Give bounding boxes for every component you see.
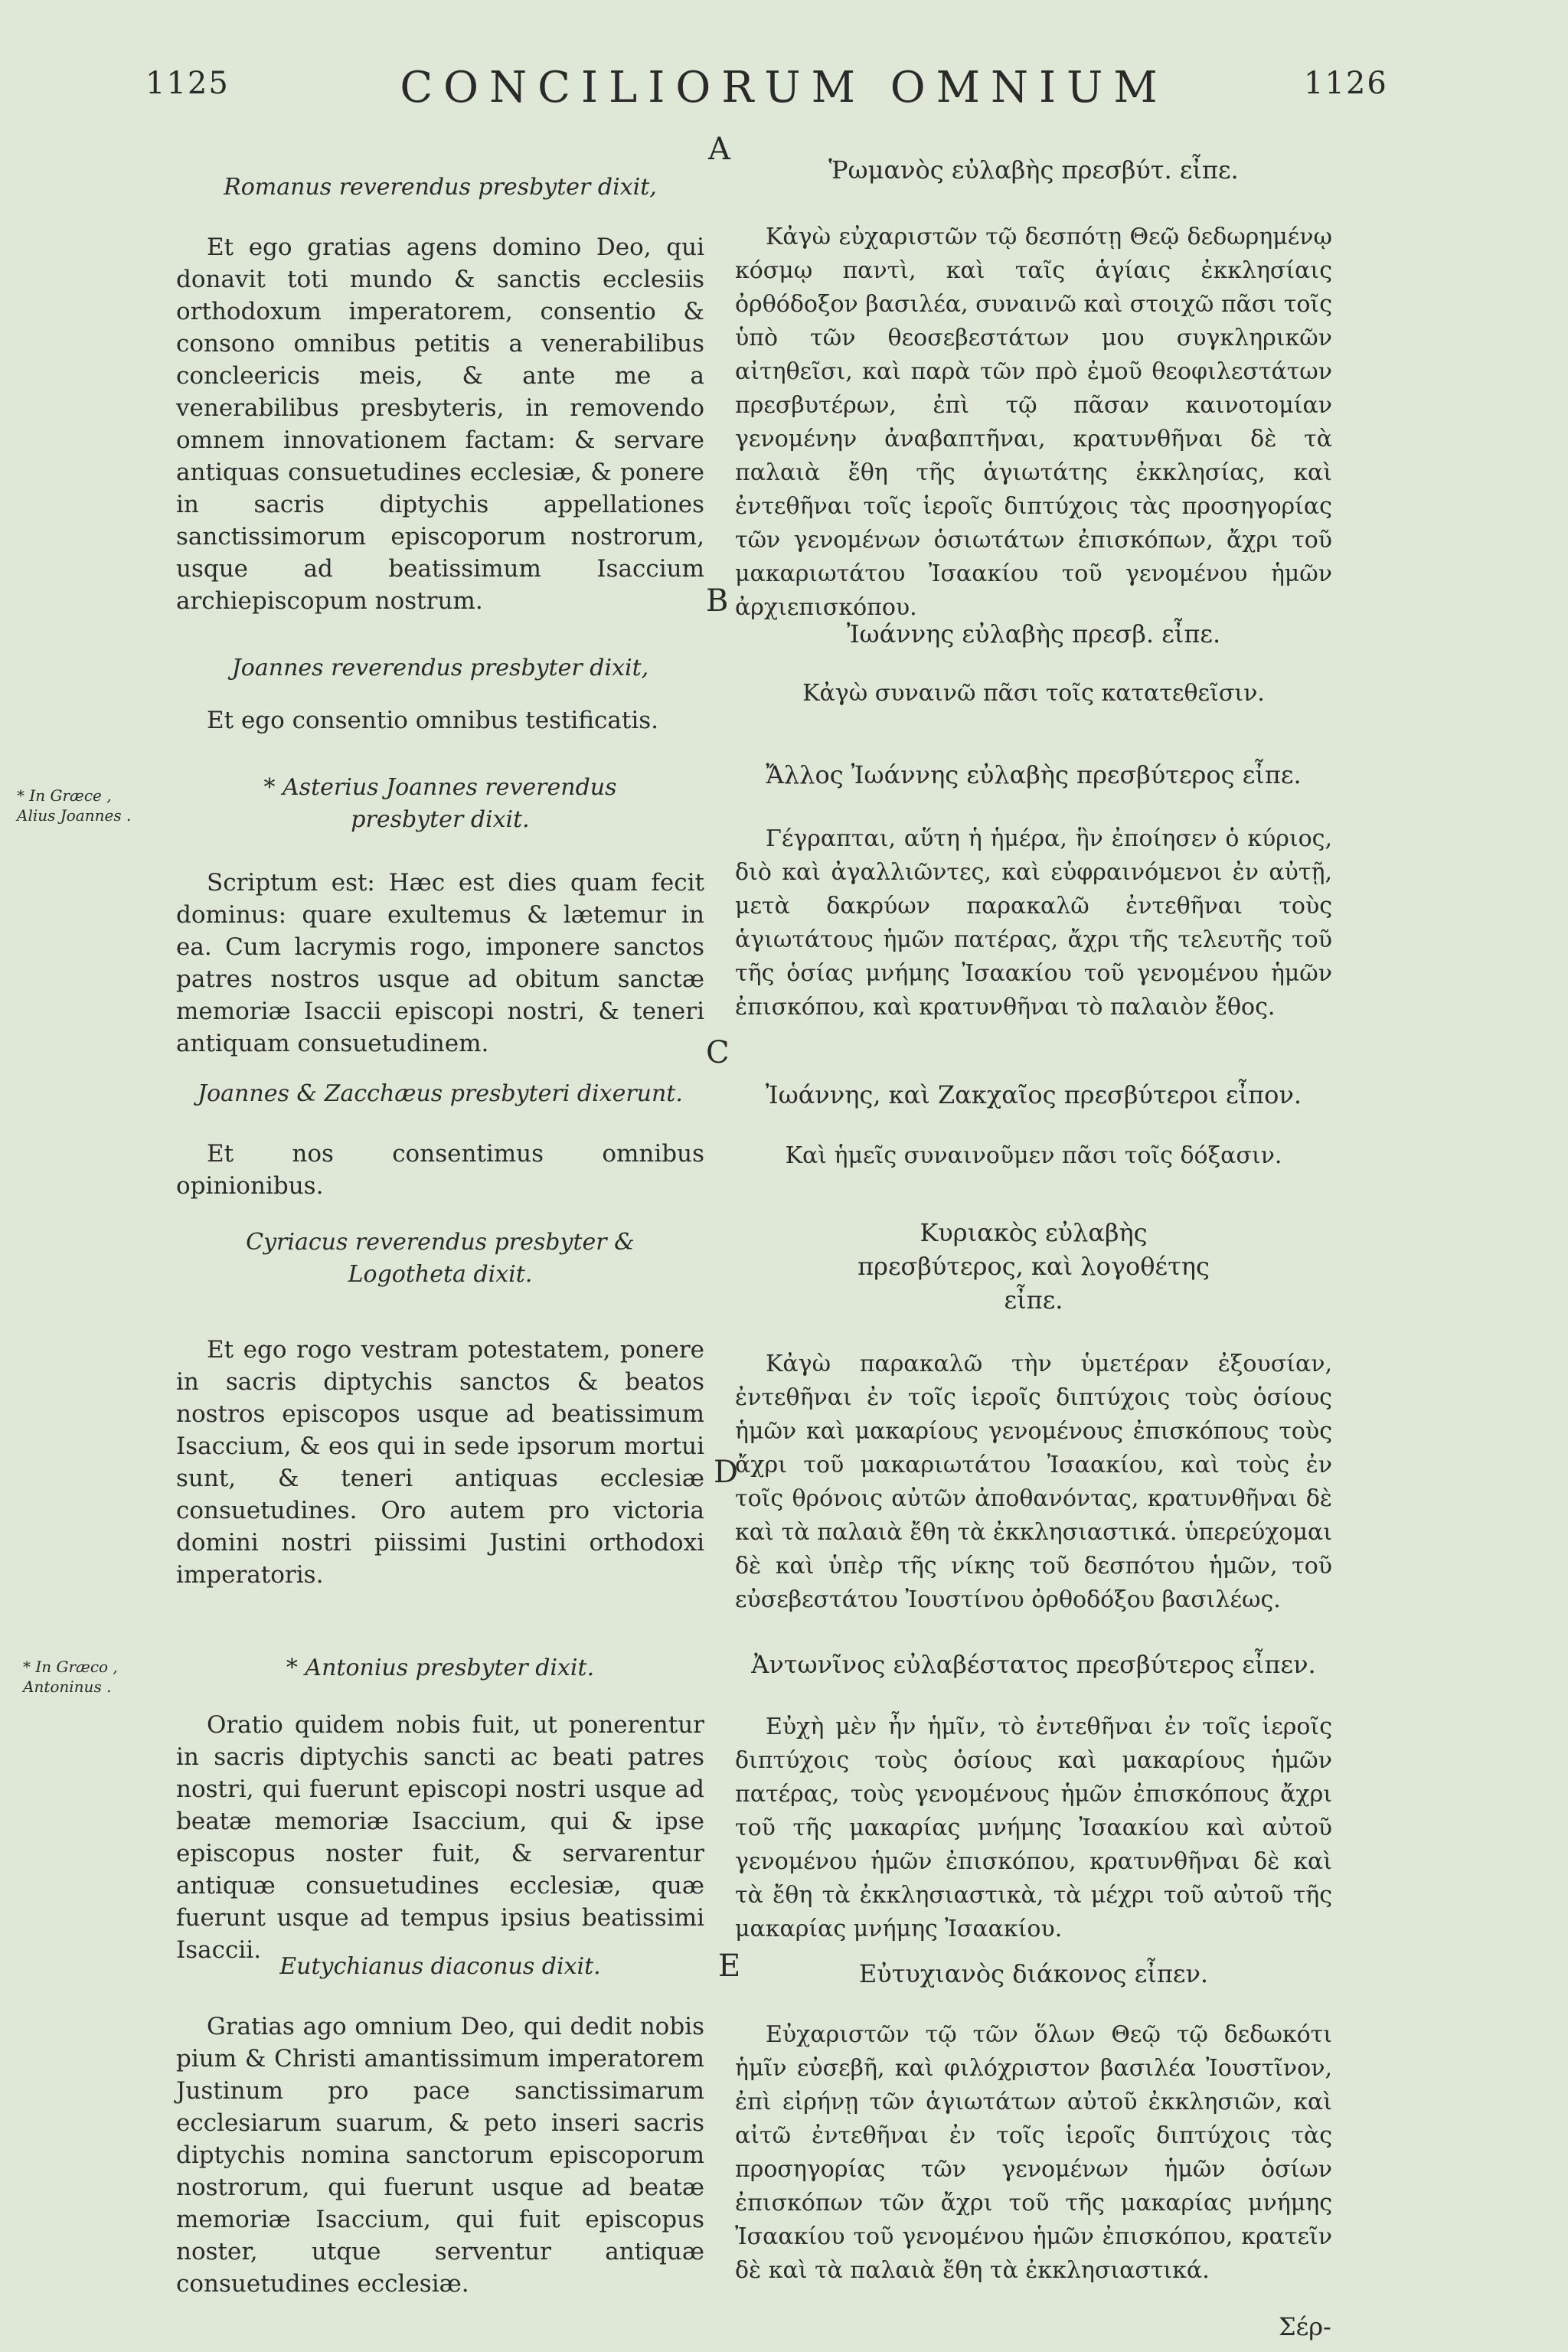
- speaker-heading: Ἀντωνῖνος εὐλαβέστατος πρεσβύτερος εἶπεν.: [751, 1650, 1316, 1679]
- speaker-heading: * Antonius presbyter dixit.: [286, 1655, 595, 1681]
- speech-text: Κἀγὼ παρακαλῶ τὴν ὑμετέραν ἐξουσίαν, ἐντεθῆναι ἐν τοῖς ἱεροῖς διπτύχοις τοὺς ὁσίους ἡμῶν καὶ μακαρίους γενομένους ἐπισκόπους τοὺς ἄχρι τοῦ μακαριωτάτου Ἰσαακίου, καὶ τοὺς ἐν τοῖς θρόνοις αὐτῶν ἀποθανόντας, κρατυνθῆναι δὲ καὶ τὰ παλαιὰ ἔθη τὰ ἐκκλησιαστικά. ὑπερεύχομαι δὲ καὶ ὑπὲρ τῆς νίκης τοῦ δεσπότου ἡμῶν, τοῦ εὐσεβεστάτου Ἰουστίνου ὀρθοδόξου βασιλέως.: [735, 1351, 1332, 1613]
- speaker-heading: Κυριακὸς εὐλαβὴς πρεσβύτερος, καὶ λογοθέτης εἶπε.: [858, 1218, 1210, 1315]
- greek-entry: [735, 1648, 1332, 1946]
- speaker-heading: Ἰωάννης εὐλαβὴς πρεσβ. εἶπε.: [846, 619, 1221, 648]
- speech-text: Κἀγὼ συναινῶ πᾶσι τοῖς κατατεθεῖσιν.: [802, 680, 1265, 707]
- margin-note-1: * In Græce , Alius Joannes .: [17, 786, 132, 825]
- speech-text: Εὐχαριστῶν τῷ τῶν ὅλων Θεῷ τῷ δεδωκότι ἡμῖν εὐσεβῆ, καὶ φιλόχριστον βασιλέα Ἰουστῖνον, ἐπὶ εἰρήνῃ τῶν ἁγιωτάτων αὐτοῦ ἐκκλησιῶν, καὶ αἰτῶ ἐντεθῆναι ἐν τοῖς ἱεροῖς διπτύχοις τὰς προσηγορίας τῶν γενομένων ἡμῶν ὁσίων ἐπισκόπων τῶν ἄχρι τοῦ τῆς μακαρίας μνήμης Ἰσαακίου τοῦ γενομένου ἡμῶν ἐπισκόπου, κρατεῖν δὲ καὶ τὰ παλαιὰ ἔθη τὰ ἐκκλησιαστικά.: [735, 2021, 1332, 2284]
- speaker-heading: Joannes & Zacchæus presbyteri dixerunt.: [198, 1080, 683, 1107]
- latin-entry: [176, 772, 704, 1060]
- section-letter-a: A: [708, 132, 730, 167]
- speech-text: Et ego gratias agens domino Deo, qui donavit toti mundo & sanctis ecclesiis orthodoxum imperatorem, consentio & consono omnibus petitis a venerabilibus concleericis meis, & ante me a venerabilibus presbyteris, in removendo omnem innovationem factam: & servare antiquas consuetudines ecclesiæ, & ponere in sacris diptychis appellationes sanctissimorum episcoporum nostrorum, usque ad beatissimum Isaccium archiepiscopum nostrum.: [176, 234, 704, 615]
- speech-text: Oratio quidem nobis fuit, ut ponerentur in sacris diptychis sancti ac beati patres nostri, qui fuerunt episcopi nostri usque ad beatæ memoriæ Isaccium, qui & ipse episcopus noster fuit, & servarentur antiquæ consuetudines ecclesiæ, quæ fuerunt usque ad tempus ipsius beatissimi Isaccii.: [176, 1711, 704, 1964]
- left-page-number: 1125: [145, 66, 230, 101]
- margin-note-2: * In Græco , Antoninus .: [23, 1658, 118, 1696]
- running-title: CONCILIORUM OMNIUM: [400, 63, 1168, 113]
- speaker-heading: Joannes reverendus presbyter dixit,: [231, 655, 649, 681]
- latin-entry: [176, 172, 704, 617]
- greek-entry: [735, 1216, 1332, 1617]
- greek-entry: [735, 1957, 1332, 2288]
- speaker-heading: Ῥωμανὸς εὐλαβὴς πρεσβύτ. εἶπε.: [828, 155, 1239, 185]
- latin-entry: [176, 1227, 704, 1591]
- section-letter-e: E: [718, 1949, 741, 1984]
- speech-text: Gratias ago omnium Deo, qui dedit nobis pium & Christi amantissimum imperatorem Justinum pro pace sanctissimarum ecclesiarum suarum, & peto inseri sacris diptychis nomina sanctorum episcoporum nostrorum, qui fuerunt usque ad beatæ memoriæ Isaccium, qui fuit episcopus noster, utque serventur antiquæ consuetudines ecclesiæ.: [176, 2013, 704, 2298]
- speaker-heading: Ἄλλος Ἰωάννης εὐλαβὴς πρεσβύτερος εἶπε.: [766, 760, 1302, 789]
- speaker-heading: Eutychianus diaconus dixit.: [279, 1953, 601, 1980]
- speech-text: Γέγραπται, αὕτη ἡ ἡμέρα, ἣν ἐποίησεν ὁ κύριος, διὸ καὶ ἀγαλλιῶντες, καὶ εὐφραινόμενοι ἐν αὐτῇ, μετὰ δακρύων παρακαλῶ ἐντεθῆναι τοὺς ἁγιωτάτους ἡμῶν πατέρας, ἄχρι τῆς τελευτῆς τοῦ τῆς ὁσίας μνήμης Ἰσαακίου τοῦ γενομένου ἡμῶν ἐπισκόπου, καὶ κρατυνθῆναι τὸ παλαιὸν ἔθος.: [735, 825, 1332, 1021]
- greek-entry: [735, 1078, 1332, 1173]
- greek-entry: [735, 758, 1332, 1024]
- speech-text: Scriptum est: Hæc est dies quam fecit dominus: quare exultemus & lætemur in ea. Cum lacrymis rogo, imponere sanctos patres nostros usque ad obitum sanctæ memoriæ Isaccii episcopi nostri, & teneri antiquam consuetudinem.: [176, 869, 704, 1057]
- speaker-heading: Cyriacus reverendus presbyter & Logotheta dixit.: [246, 1229, 635, 1288]
- speech-text: Εὐχὴ μὲν ἦν ἡμῖν, τὸ ἐντεθῆναι ἐν τοῖς ἱεροῖς διπτύχοις τοὺς ὁσίους καὶ μακαρίους ἡμῶν πατέρας, τοὺς γενομένους ἡμῶν ἐπισκόπους ἄχρι τοῦ τῆς μακαρίας μνήμης Ἰσαακίου καὶ αὐτοῦ γενομένου ἡμῶν ἐπισκόπου, κρατυνθῆναι δὲ καὶ τὰ ἔθη τὰ ἐκκλησιαστικὰ, τὰ μέχρι τοῦ αὐτοῦ τῆς μακαρίας μνήμης Ἰσαακίου.: [735, 1713, 1332, 1942]
- latin-entry: [176, 1078, 704, 1202]
- section-letter-c: C: [706, 1035, 730, 1070]
- speaker-heading: Romanus reverendus presbyter dixit,: [224, 174, 657, 201]
- latin-entry: [176, 1951, 704, 2300]
- speaker-heading: * Asterius Joannes reverendus presbyter dixit.: [263, 774, 617, 833]
- speech-text: Et ego consentio omnibus testificatis.: [207, 707, 658, 734]
- speaker-heading: Εὐτυχιανὸς διάκονος εἶπεν.: [858, 1959, 1209, 1988]
- speech-text: Et ego rogo vestram potestatem, ponere in sacris diptychis sanctos & beatos nostros episcopos usque ad beatissimum Isaccium, & eos qui in sede ipsorum mortui sunt, & teneri antiquas ecclesiæ consuetudines. Oro autem pro victoria domini nostri piissimi Justini orthodoxi imperatoris.: [176, 1336, 704, 1589]
- catchword: Σέρ-: [1279, 2312, 1331, 2341]
- speech-text: Et nos consentimus omnibus opinionibus.: [176, 1140, 704, 1200]
- latin-entry: [176, 652, 704, 737]
- speaker-heading: Ἰωάννης, καὶ Ζακχαῖος πρεσβύτεροι εἶπον.: [765, 1080, 1302, 1109]
- latin-entry: [176, 1652, 704, 1966]
- speech-text: Καὶ ἡμεῖς συναινοῦμεν πᾶσι τοῖς δόξασιν.: [785, 1142, 1282, 1169]
- greek-entry: [735, 617, 1332, 710]
- greek-entry: [735, 153, 1332, 625]
- section-letter-b: B: [706, 583, 729, 619]
- section-letter-d: D: [714, 1455, 739, 1490]
- speech-text: Κἀγὼ εὐχαριστῶν τῷ δεσπότῃ Θεῷ δεδωρημένῳ κόσμῳ παντὶ, καὶ ταῖς ἁγίαις ἐκκλησίαις ὀρθόδοξον βασιλέα, συναινῶ καὶ στοιχῶ πᾶσι τοῖς ὑπὸ τῶν θεοσεβεστάτων μου συγκληρικῶν αἰτηθεῖσι, καὶ παρὰ τῶν πρὸ ἐμοῦ θεοφιλεστάτων πρεσβυτέρων, ἐπὶ τῷ πᾶσαν καινοτομίαν γενομένην ἀναβαπτῆναι, κρατυνθῆναι δὲ τὰ παλαιὰ ἔθη τῆς ἁγιωτάτης ἐκκλησίας, καὶ ἐντεθῆναι τοῖς ἱεροῖς διπτύχοις τὰς προσηγορίας τῶν γενομένων ὁσιωτάτων ἐπισκόπων, ἄχρι τοῦ μακαριωτάτου Ἰσαακίου τοῦ γενομένου ἡμῶν ἀρχιεπισκόπου.: [735, 224, 1332, 621]
- right-page-number: 1126: [1304, 66, 1388, 101]
